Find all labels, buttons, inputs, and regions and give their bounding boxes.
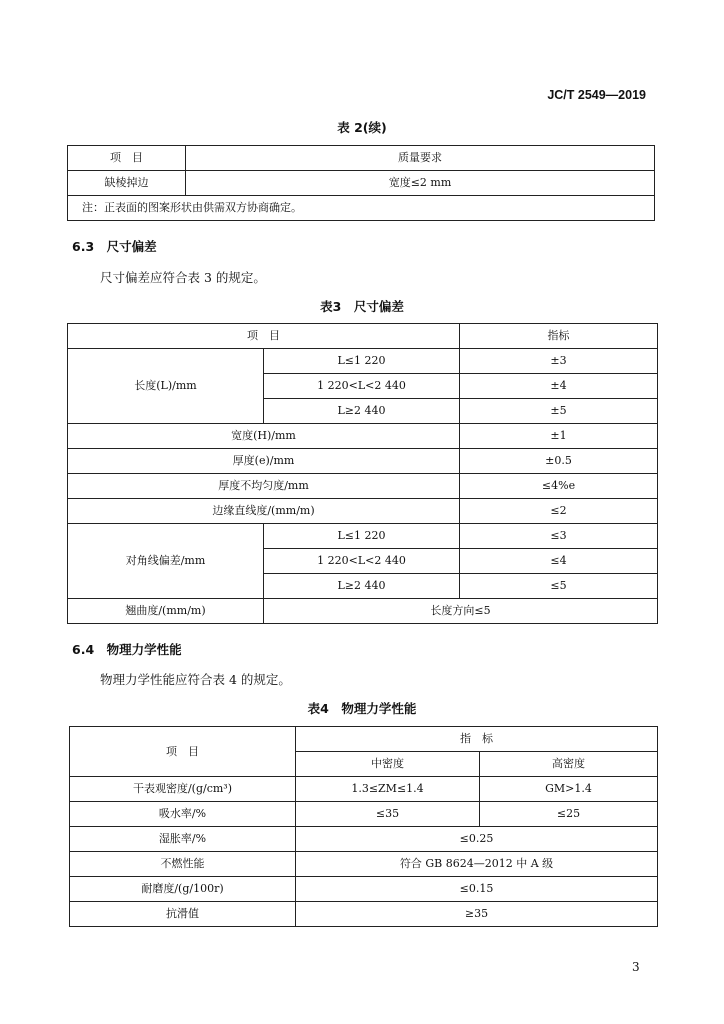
water-absorption-high: ≤25 (480, 802, 658, 827)
wet-expansion-value: ≤0.25 (296, 827, 658, 852)
diagonal-cond: 1 220<L<2 440 (264, 549, 460, 574)
table-row (68, 599, 658, 624)
section-6-4-heading: 6.4 物理力学性能 (72, 642, 182, 657)
edge-straightness-value: ≤2 (460, 499, 658, 524)
diagonal-value: ≤3 (460, 524, 658, 549)
warp-value: 长度方向≤5 (264, 599, 658, 624)
length-cond: L≥2 440 (264, 399, 460, 424)
length-value: ±3 (460, 349, 658, 374)
table-row (70, 827, 658, 852)
thickness-uniformity-label: 厚度不均匀度/mm (68, 474, 460, 499)
table2-item: 缺棱掉边 (68, 171, 186, 196)
thickness-uniformity-value: ≤4%e (460, 474, 658, 499)
table4-header-high: 高密度 (480, 752, 658, 777)
table-row (68, 449, 658, 474)
width-value: ±1 (460, 424, 658, 449)
table4-header-index: 指 标 (296, 727, 658, 752)
table2-note: 注：正表面的图案形状由供需双方协商确定。 (68, 196, 655, 221)
length-cond: 1 220<L<2 440 (264, 374, 460, 399)
table3-header-index: 指标 (460, 324, 658, 349)
table2 (67, 145, 655, 221)
table-row (70, 877, 658, 902)
non-combustibility-value: 符合 GB 8624—2012 中 A 级 (296, 852, 658, 877)
section-6-4-text: 物理力学性能应符合表 4 的规定。 (100, 672, 291, 687)
section-6-3-heading: 6.3 尺寸偏差 (72, 239, 157, 254)
water-absorption-label: 吸水率/% (70, 802, 296, 827)
table3-caption: 表3 尺寸偏差 (320, 299, 404, 314)
table2-caption: 表 2(续) (337, 120, 387, 135)
density-label: 干表观密度/(g/cm³) (70, 777, 296, 802)
table-row (68, 474, 658, 499)
length-label: 长度(L)/mm (68, 349, 264, 424)
warp-label: 翘曲度/(mm/m) (68, 599, 264, 624)
wet-expansion-label: 湿胀率/% (70, 827, 296, 852)
density-mid: 1.3≤ZM≤1.4 (296, 777, 480, 802)
table-row (70, 727, 658, 752)
diagonal-label: 对角线偏差/mm (68, 524, 264, 599)
width-label: 宽度(H)/mm (68, 424, 460, 449)
table4-caption: 表4 物理力学性能 (307, 701, 417, 716)
table4 (69, 726, 658, 927)
diagonal-value: ≤4 (460, 549, 658, 574)
table-row (68, 524, 658, 549)
table-row (70, 802, 658, 827)
table-row (68, 171, 655, 196)
table-row (68, 146, 655, 171)
table4-header-mid: 中密度 (296, 752, 480, 777)
table-row (70, 777, 658, 802)
table4-header-item: 项 目 (70, 727, 296, 777)
table-row (68, 196, 655, 221)
standard-number: JC/T 2549—2019 (547, 88, 646, 102)
table-row (68, 349, 658, 374)
length-cond: L≤1 220 (264, 349, 460, 374)
table-row (68, 499, 658, 524)
table-row (70, 902, 658, 927)
slip-resistance-value: ≥35 (296, 902, 658, 927)
table2-header-req: 质量要求 (186, 146, 655, 171)
diagonal-value: ≤5 (460, 574, 658, 599)
slip-resistance-label: 抗滑值 (70, 902, 296, 927)
page-number: 3 (632, 960, 640, 974)
table-row (68, 424, 658, 449)
edge-straightness-label: 边缘直线度/(mm/m) (68, 499, 460, 524)
water-absorption-mid: ≤35 (296, 802, 480, 827)
thickness-value: ±0.5 (460, 449, 658, 474)
table-row (68, 324, 658, 349)
table2-header-item: 项 目 (68, 146, 186, 171)
diagonal-cond: L≤1 220 (264, 524, 460, 549)
table2-req: 宽度≤2 mm (186, 171, 655, 196)
density-high: GM>1.4 (480, 777, 658, 802)
length-value: ±4 (460, 374, 658, 399)
section-6-3-text: 尺寸偏差应符合表 3 的规定。 (100, 270, 266, 285)
abrasion-label: 耐磨度/(g/100r) (70, 877, 296, 902)
table3 (67, 323, 658, 624)
diagonal-cond: L≥2 440 (264, 574, 460, 599)
table3-header-item: 项 目 (68, 324, 460, 349)
thickness-label: 厚度(e)/mm (68, 449, 460, 474)
table-row (70, 852, 658, 877)
abrasion-value: ≤0.15 (296, 877, 658, 902)
length-value: ±5 (460, 399, 658, 424)
non-combustibility-label: 不燃性能 (70, 852, 296, 877)
